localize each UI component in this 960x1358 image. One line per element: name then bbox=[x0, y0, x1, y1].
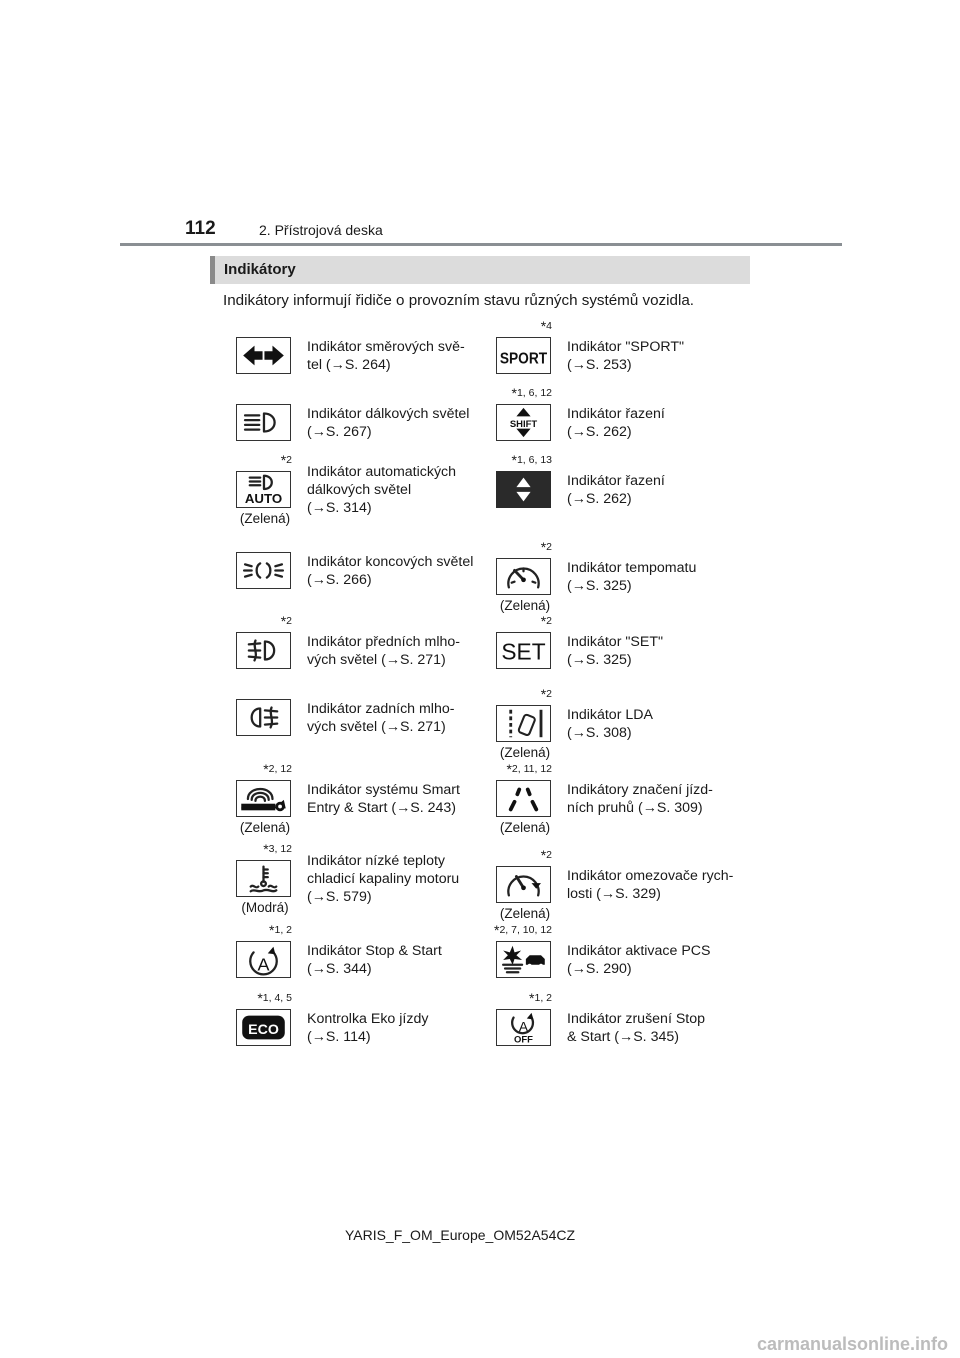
description-line: Indikátor nízké teploty bbox=[307, 852, 446, 869]
shift-icon bbox=[496, 404, 551, 441]
description-line: (→S. 290) bbox=[567, 960, 632, 977]
watermark: carmanualsonline.info bbox=[756, 1334, 948, 1354]
cruise-control-icon bbox=[496, 558, 551, 595]
description-line: Indikátor směrových svě- bbox=[307, 338, 465, 355]
footnote-marker: *1, 6, 12 bbox=[511, 385, 552, 401]
turn-signal-icon bbox=[236, 337, 291, 374]
indicator-entry bbox=[470, 845, 734, 925]
description-line: (→S. 325) bbox=[567, 651, 632, 668]
description-line: Indikátor dálkových světel bbox=[307, 405, 470, 422]
indicator-entry bbox=[210, 990, 470, 1075]
indicator-color: (Zelená) bbox=[499, 820, 551, 835]
description-line: (→S. 344) bbox=[307, 960, 372, 977]
indicator-entry bbox=[210, 541, 474, 621]
description-line: (→S. 308) bbox=[567, 724, 632, 741]
footnote-marker: *2, 12 bbox=[263, 761, 292, 777]
footnote-marker: *1, 6, 13 bbox=[511, 452, 552, 468]
footnote-marker: *2, 7, 10, 12 bbox=[494, 922, 552, 938]
indicator-description bbox=[567, 472, 752, 508]
indicator-entry bbox=[210, 761, 470, 845]
indicator-description bbox=[567, 781, 752, 817]
auto-high-beam-icon bbox=[236, 471, 291, 508]
description-line: dálkových světel bbox=[307, 481, 412, 498]
svg-text:A: A bbox=[257, 954, 270, 975]
footnote-marker: *4 bbox=[540, 318, 552, 334]
description-line: Indikátor "SET" bbox=[567, 633, 664, 650]
speed-limiter-icon bbox=[496, 866, 551, 903]
indicator-description bbox=[307, 553, 492, 589]
footnote-marker: *1, 4, 5 bbox=[257, 990, 292, 1006]
indicator-description bbox=[567, 633, 752, 669]
header-rule bbox=[120, 243, 842, 246]
footnote-number: 2, 7, 10, 12 bbox=[499, 924, 552, 936]
footnote-marker: *2 bbox=[540, 539, 552, 555]
indicator-description bbox=[307, 1010, 492, 1046]
svg-text:A: A bbox=[518, 1019, 529, 1036]
chapter-title: 2. Přístrojová deska bbox=[259, 222, 383, 238]
description-line: Indikátor zrušení Stop bbox=[567, 1010, 706, 1027]
description-line: Indikátor tempomatu bbox=[567, 559, 697, 576]
indicator-description bbox=[307, 700, 492, 736]
footnote-marker: *1, 2 bbox=[269, 922, 292, 938]
description-line: losti (→S. 329) bbox=[567, 885, 661, 902]
description-line: Kontrolka Eko jízdy bbox=[307, 1010, 429, 1027]
description-line: Indikátor řazení bbox=[567, 472, 665, 489]
description-line: Indikátor "SPORT" bbox=[567, 338, 685, 355]
description-line: & Start (→S. 345) bbox=[567, 1028, 679, 1045]
description-line: vých světel (→S. 271) bbox=[307, 651, 446, 668]
section-bar bbox=[210, 256, 750, 284]
footnote-marker: *2 bbox=[280, 452, 292, 468]
stop-start-icon bbox=[236, 941, 291, 978]
coolant-temp-icon bbox=[236, 860, 291, 897]
indicator-description bbox=[567, 942, 752, 978]
indicator-description bbox=[307, 781, 492, 817]
stop-start-off-icon bbox=[496, 1009, 551, 1046]
footnote-number: 2 bbox=[546, 615, 552, 627]
footnote-number: 2 bbox=[546, 688, 552, 700]
footnote-number: 2, 12 bbox=[268, 763, 292, 775]
footnote-number: 1, 6, 13 bbox=[516, 454, 552, 466]
description-line: (→S. 262) bbox=[567, 490, 632, 507]
svg-text:SPORT: SPORT bbox=[499, 350, 548, 368]
description-line: tel (→S. 264) bbox=[307, 356, 391, 373]
footnote-number: 4 bbox=[546, 320, 552, 332]
indicator-entry bbox=[470, 541, 730, 621]
lane-marking-icon bbox=[496, 780, 551, 817]
footnote-marker: *3, 12 bbox=[263, 841, 292, 857]
description-line: Indikátor aktivace PCS bbox=[567, 942, 711, 959]
footnote-number: 1, 2 bbox=[534, 992, 552, 1004]
svg-text:ECO: ECO bbox=[248, 1022, 279, 1039]
svg-text:AUTO: AUTO bbox=[244, 491, 283, 507]
svg-text:SET: SET bbox=[501, 638, 546, 665]
description-line: Indikátor systému Smart bbox=[307, 781, 460, 798]
svg-text:SHIFT: SHIFT bbox=[509, 418, 538, 430]
description-line: (→S. 267) bbox=[307, 423, 372, 440]
indicator-color: (Zelená) bbox=[499, 906, 551, 921]
indicator-entry bbox=[470, 990, 730, 1075]
svg-text:OFF: OFF bbox=[514, 1034, 533, 1045]
footnote-marker: *2 bbox=[540, 613, 552, 629]
tail-light-icon bbox=[236, 552, 291, 589]
description-line: Indikátor řazení bbox=[567, 405, 665, 422]
footnote-number: 1, 4, 5 bbox=[262, 992, 292, 1004]
description-line: Indikátor Stop & Start bbox=[307, 942, 442, 959]
footnote-number: 1, 2 bbox=[274, 924, 292, 936]
indicator-description bbox=[567, 338, 752, 374]
indicator-description bbox=[567, 405, 752, 441]
description-line: Indikátor koncových světel bbox=[307, 553, 474, 570]
description-line: (→S. 262) bbox=[567, 423, 632, 440]
description-line: chladicí kapaliny motoru bbox=[307, 870, 460, 887]
description-line: ních pruhů (→S. 309) bbox=[567, 799, 703, 816]
description-line: (→S. 579) bbox=[307, 888, 372, 905]
description-line: (→S. 325) bbox=[567, 577, 632, 594]
footer-code: YARIS_F_OM_Europe_OM52A54CZ bbox=[344, 1227, 576, 1243]
indicator-description bbox=[307, 633, 492, 669]
footnote-marker: *2 bbox=[280, 613, 292, 629]
indicator-entry bbox=[470, 686, 730, 766]
description-line: (→S. 266) bbox=[307, 571, 372, 588]
rear-fog-icon bbox=[236, 699, 291, 736]
description-line: Indikátory značení jízd- bbox=[567, 781, 713, 798]
footnote-marker: *1, 2 bbox=[529, 990, 552, 1006]
description-line: Indikátor zadních mlho- bbox=[307, 700, 455, 717]
indicator-description bbox=[307, 338, 492, 374]
indicator-color: (Zelená) bbox=[239, 511, 291, 526]
pcs-icon bbox=[496, 941, 551, 978]
indicator-color: (Zelená) bbox=[499, 745, 551, 760]
indicator-description bbox=[567, 867, 752, 903]
indicator-entry bbox=[470, 452, 730, 540]
footnote-number: 3, 12 bbox=[268, 843, 292, 855]
description-line: Indikátor omezovače rych- bbox=[567, 867, 734, 884]
high-beam-icon bbox=[236, 404, 291, 441]
shift-arrows-icon bbox=[496, 471, 551, 508]
section-title: Indikátory bbox=[224, 261, 296, 278]
set-icon bbox=[496, 632, 551, 669]
footnote-number: 2 bbox=[286, 454, 292, 466]
eco-icon bbox=[236, 1009, 291, 1046]
footnote-number: 1, 6, 12 bbox=[516, 387, 552, 399]
footnote-marker: *2 bbox=[540, 847, 552, 863]
footnote-number: 2, 11, 12 bbox=[511, 763, 552, 775]
footnote-number: 2 bbox=[546, 541, 552, 553]
smart-entry-icon bbox=[236, 780, 291, 817]
indicator-description bbox=[307, 405, 492, 441]
indicator-description bbox=[567, 559, 752, 595]
page-number: 112 bbox=[185, 218, 216, 239]
indicator-description bbox=[307, 852, 492, 906]
description-line: Indikátor LDA bbox=[567, 706, 653, 723]
lda-icon bbox=[496, 705, 551, 742]
description-line: Indikátor předních mlho- bbox=[307, 633, 460, 650]
footnote-marker: *2 bbox=[540, 686, 552, 702]
indicator-description bbox=[307, 942, 492, 978]
description-line: (→S. 114) bbox=[307, 1028, 371, 1045]
indicator-color: (Modrá) bbox=[241, 900, 289, 915]
description-line: Indikátor automatických bbox=[307, 463, 457, 480]
indicator-entry bbox=[210, 686, 470, 766]
indicator-color: (Zelená) bbox=[239, 820, 291, 835]
indicator-entry bbox=[210, 841, 470, 925]
indicator-description bbox=[567, 1010, 752, 1046]
intro-text: Indikátory informují řidiče o provozním stavu různých systémů vozidla. bbox=[223, 292, 694, 309]
indicator-description bbox=[307, 463, 492, 517]
description-line: (→S. 253) bbox=[567, 356, 632, 373]
sport-icon bbox=[496, 337, 551, 374]
front-fog-icon bbox=[236, 632, 291, 669]
indicator-entry bbox=[210, 452, 470, 540]
footnote-number: 2 bbox=[286, 615, 292, 627]
footnote-number: 2 bbox=[546, 849, 552, 861]
description-line: vých světel (→S. 271) bbox=[307, 718, 446, 735]
description-line: Entry & Start (→S. 243) bbox=[307, 799, 457, 816]
indicator-color: (Zelená) bbox=[499, 598, 551, 613]
description-line: (→S. 314) bbox=[307, 499, 372, 516]
footnote-marker: *2, 11, 12 bbox=[506, 761, 552, 777]
indicator-entry bbox=[470, 761, 730, 845]
indicator-description bbox=[567, 706, 752, 742]
